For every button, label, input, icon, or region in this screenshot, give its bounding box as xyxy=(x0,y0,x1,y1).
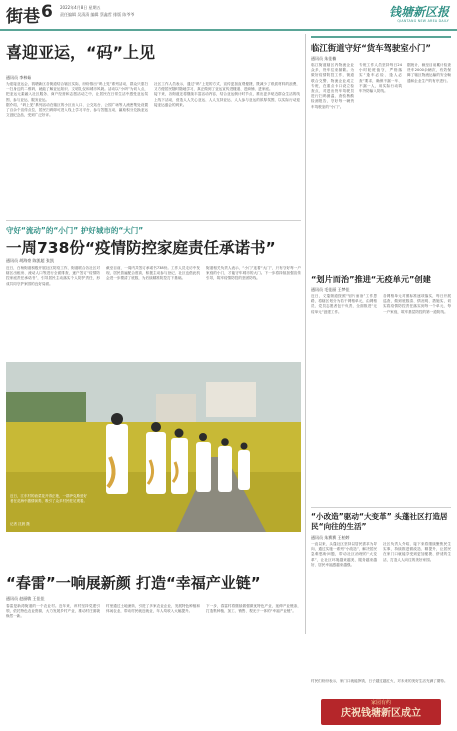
story1-col1: 为迎接亚运会，钱塘新区各街道结合辖区实际，纷纷推出“码上见”系列活动，群众只需扫一扫身边的二维码，就能了解亚运知识、文明礼仪和城市风貌。活动以“小码”为切入点，把亚运元素融入社区服务、商户经营和志愿活动之中，让居民在日常生活中感受亚运氛围，参与亚运、服务亚运。 据介绍，“码上见”系列活动在辖区的小区出入口、公交站台、公园广场等人流密集处设置了百余个宣传点位，居民扫码即可进入线上学习平台，参与答题互动，赢取积分兑换亚运文创纪念品，受到广泛好评。 xyxy=(6,82,148,118)
story4-title: “划片而治”推进“无疫单元”创建 xyxy=(311,274,431,284)
story2-col2: 截至目前，一周内共签订承诺书738份。工作人员走访中发现，居民普遍配合度高，积极主动参与登记，社区也借此机会进一步摸清了底数，为后续精准防控打下基础。 xyxy=(106,266,200,281)
story2-headline: 一周738份“疫情防控家庭责任承诺书” xyxy=(6,239,276,257)
column-divider xyxy=(305,34,306,634)
story1-headline: 喜迎亚运，“码”上见 xyxy=(6,43,156,62)
story5-col2: 社区负责人介绍，接下来将继续聚焦民生实事，持续推进微改造、精提升，让居民在家门口就能享受到更加便捷、舒适的生活，打造人人向往的美好家园。 xyxy=(383,542,451,562)
story1-col2: 社区工作人员表示，通过“码”上见的方式，宣传更加直观便捷，既减少了纸质材料的浪费，又方便居民随时随地学习，真正做到了亚运宣传进楼道、进商铺、进家庭。 接下来，各街道还将继续丰富活动内容，结合亚运倒计时节点，推出更多贴近群众生活的线上线下活动，营造人人关心亚运、人人支持亚运、人人参与亚运的浓厚氛围，以实际行动迎接亚运盛会的到来。 xyxy=(154,82,300,107)
banner-box xyxy=(321,699,441,725)
story5-title: “小改造”驱动“大变革” 头蓬社区打造居民“向往的生活” xyxy=(311,512,448,531)
editor-info: 责任编辑 吴清清 编辑 蔡鑫哲 排版 陈爷爷 xyxy=(60,12,135,17)
story2-col1: 近日，白杨街道积极开展社区防疫工作，街道联合各社区对辖区出租房、流动人口等进行全面排查，逐户签订“疫情防控家庭责任承诺书”，引导居民主动落实个人防护责任，形成共同守护家园的良好局面。 xyxy=(6,266,100,286)
story6-headline: “春雷”一响展新颜 打造“幸福产业链” xyxy=(6,574,261,592)
divider xyxy=(6,220,301,221)
story5-col1: 一直以来，头蓬社区坚持以居民需求为导向，通过实施一系列“小改造”，解决居民急难愁盼问题，带动社区治理的“大变革”，让社区环境越来越美、服务越来越好、居民幸福感越来越强。 xyxy=(311,542,377,567)
story3-top-rule xyxy=(311,36,451,38)
story5-byline: 通讯员 朱赛赛 王柏婷 xyxy=(311,535,350,540)
story3-title: 临江街道守好“货车驾驶室小门” xyxy=(311,43,431,53)
promo-banner xyxy=(311,679,451,727)
story6-col1: 春雷是新湾街道的一个农业村。近年来，该村坚持党建引领，依托特色农业资源，大力发展乡村产业，推动村庄面貌焕然一新。 xyxy=(6,604,100,619)
page-header xyxy=(0,0,457,32)
newspaper-logo-sub: QIANTANG NEW AREA DAILY xyxy=(397,19,449,23)
story3-col2: 专班工作人员坚持每日24小时轮班值守，严格落实“逢车必检、逢人必查”要求，确保不漏一车、不漏一人，用实际行动筑牢外防输入防线。 xyxy=(359,63,402,94)
page-number: 6 xyxy=(41,2,53,22)
saxophone-performance-image xyxy=(6,362,301,532)
story6-byline: 通讯员 赵丽敏 王佳佳 xyxy=(6,596,45,601)
story4-col2: 各网格单元对照标准逐项落实，每日开展巡查，做到底数清、情况明、措施实，切实将疫情防控责任落实到每一个单元、每一户家庭，筑牢基层防控的第一道防线。 xyxy=(383,294,451,314)
story4-col1: 近日，义蓬街道按照“划片而治”工作思路，将辖区划分为若干网格单元，由网格员、党员志愿者包干负责，全面推进“无疫单元”创建工作。 xyxy=(311,294,377,314)
story6-col2: 村里通过土地流转，引进了多家农业企业，发展特色种植和休闲农业，带动村民就近就业，年人均收入大幅提升。 xyxy=(106,604,200,614)
news-photo xyxy=(6,362,301,532)
header-rule xyxy=(0,29,457,31)
section-name: 街巷 xyxy=(6,7,40,27)
story3-col1: 临江街道辖区内物流企业众多，货车往来频繁。为做好疫情防控工作，街道联合交警、物流企业成立专班，在重点卡口设立检查点，对进出货车驾驶员进行扫码测温、查验核酸检测报告，守好每一辆货车驾驶室的“小门”。 xyxy=(311,63,354,109)
photo-caption: 近日，江东村的油菜花开得正艳，一群萨克斯爱好者在花海中激情演奏，吸引了众多村民驻足观看。 xyxy=(10,494,87,503)
story6-col3: 下一步，春雷村将继续做强做优特色产业，延伸产业链条，打造集种植、加工、销售、观光于一体的“幸福产业链”。 xyxy=(206,604,301,614)
issue-date: 2022年4月8日 星期五 xyxy=(60,5,101,10)
newspaper-logo: 钱塘新区报 xyxy=(388,5,449,19)
story3-byline: 通讯员 朱佳楠 xyxy=(311,56,337,61)
photo-credit: 记者 沈晨 摄 xyxy=(10,522,30,526)
story3-col3: 据统计，截至目前累计检查货车2000余辆次，有效保障了辖区物流运输的安全畅通和企业生产的有序进行。 xyxy=(407,63,451,83)
banner-big-text: 庆祝钱塘新区成立 xyxy=(341,708,421,719)
banner-small-text: 家园有约 xyxy=(370,700,391,706)
story1-byline: 通讯员 李林茹 xyxy=(6,75,32,80)
story2-col3: 街道相关负责人表示，“小门”连着“大门”，只有守好每一户家庭的小门，才能守牢城市的大门。下一步将持续加强宣传引导，筑牢疫情防控的坚固防线。 xyxy=(206,266,301,281)
divider xyxy=(311,507,451,508)
story2-kicker: 守好“流动”的“小门” 护好城市的“大门” xyxy=(6,226,144,235)
story6-col4: 村民们纷纷表示，家门口就能挣钱，日子越过越红火，对未来的美好生活充满了期待。 xyxy=(311,679,448,683)
story2-byline: 通讯员 胡海豪 陈凯超 张凯 xyxy=(6,258,54,263)
story4-byline: 通讯员 毛佳丽 王梦佳 xyxy=(311,287,350,292)
